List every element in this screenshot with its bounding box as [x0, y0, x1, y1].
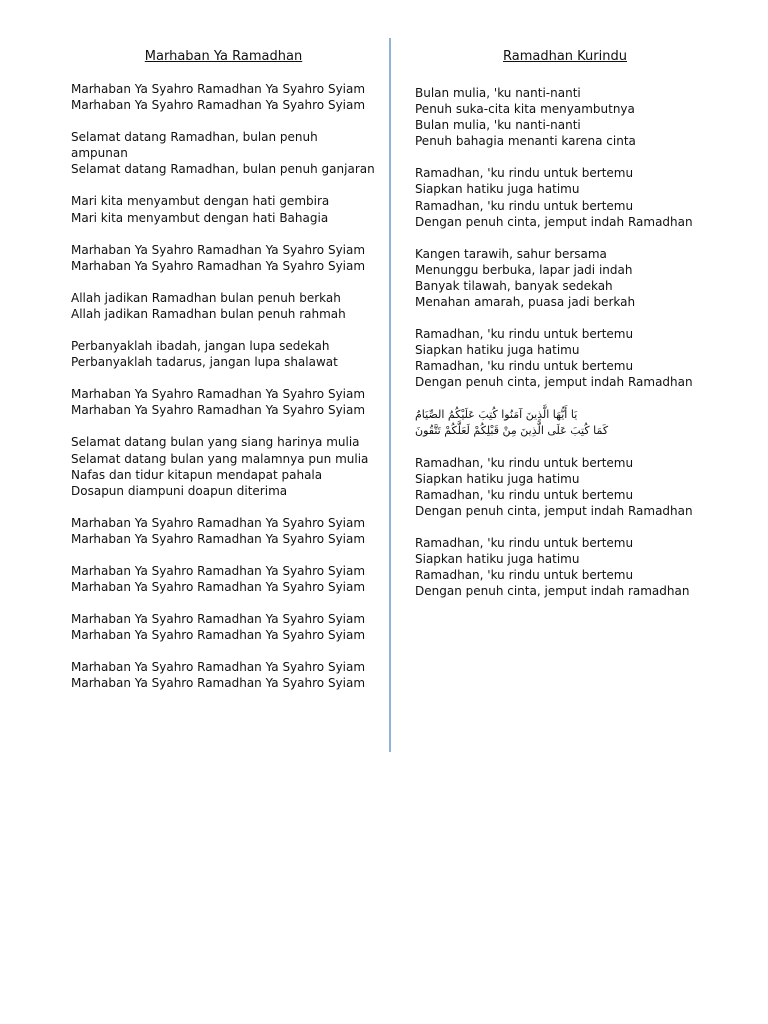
- lyric-line: Siapkan hatiku juga hatimu: [415, 182, 580, 197]
- lyric-line: Marhaban Ya Syahro Ramadhan Ya Syahro Syiam: [71, 82, 366, 96]
- left-column: [71, 48, 376, 708]
- lyric-line: Marhaban Ya Syahro Ramadhan Ya Syahro Syiam: [71, 515, 366, 530]
- lyric-line: Selamat datang Ramadhan, bulan penuh ampunan: [71, 130, 318, 161]
- lyric-line: Marhaban Ya Syahro Ramadhan Ya Syahro Syiam: [71, 580, 366, 595]
- column-divider: [389, 38, 391, 752]
- right-column: [415, 48, 715, 615]
- stanza: [71, 386, 376, 418]
- lyric-line: Dengan penuh cinta, jemput indah Ramadhan: [415, 503, 693, 518]
- stanza: [415, 455, 715, 519]
- lyric-line: Nafas dan tidur kitapun mendapat pahala: [71, 467, 323, 482]
- lyric-line: Selamat datang Ramadhan, bulan penuh ganjaran: [71, 162, 375, 177]
- lyric-line: Perbanyaklah tadarus, jangan lupa shalawat: [71, 355, 338, 370]
- lyric-line: Perbanyaklah ibadah, jangan lupa sedekah: [71, 339, 330, 354]
- stanza: [71, 338, 376, 370]
- lyric-line: Marhaban Ya Syahro Ramadhan Ya Syahro Syiam: [71, 403, 366, 418]
- lyric-line: Menahan amarah, puasa jadi berkah: [415, 295, 636, 310]
- stanza: [71, 242, 376, 274]
- lyric-line: Banyak tilawah, banyak sedekah: [415, 278, 613, 293]
- lyric-line: Menunggu berbuka, lapar jadi indah: [415, 262, 633, 277]
- stanza: [415, 165, 715, 229]
- stanza: [71, 515, 376, 547]
- lyric-line: Ramadhan, 'ku rindu untuk bertemu: [415, 359, 634, 374]
- stanza: [71, 193, 376, 225]
- lyric-line: Ramadhan, 'ku rindu untuk bertemu: [415, 455, 634, 470]
- lyric-line: Marhaban Ya Syahro Ramadhan Ya Syahro Syiam: [71, 676, 366, 691]
- lyric-line: Ramadhan, 'ku rindu untuk bertemu: [415, 568, 634, 583]
- stanza: [71, 659, 376, 691]
- lyric-line: Penuh bahagia menanti karena cinta: [415, 134, 636, 149]
- arabic-verse: [415, 407, 715, 439]
- stanza: [415, 535, 715, 599]
- arabic-line: كَمَا كُتِبَ عَلَى الَّذِينَ مِنْ قَبْلِكُمْ لَعَلَّكُمْ تَتَّقُونَ: [415, 423, 609, 437]
- right-lyrics: [415, 85, 715, 599]
- stanza: [415, 85, 715, 149]
- left-lyrics: [71, 81, 376, 692]
- stanza: [415, 326, 715, 390]
- lyric-line: Ramadhan, 'ku rindu untuk bertemu: [415, 487, 634, 502]
- lyric-line: Dengan penuh cinta, jemput indah Ramadhan: [415, 214, 693, 229]
- lyric-line: Allah jadikan Ramadhan bulan penuh berkah: [71, 290, 341, 305]
- lyric-line: Bulan mulia, 'ku nanti-nanti: [415, 118, 581, 133]
- stanza: [71, 129, 376, 177]
- lyric-line: Mari kita menyambut dengan hati gembira: [71, 194, 330, 209]
- lyric-line: Dengan penuh cinta, jemput indah Ramadhan: [415, 375, 693, 390]
- stanza: [71, 81, 376, 113]
- left-song-title: Marhaban Ya Ramadhan: [144, 49, 303, 64]
- lyric-line: Siapkan hatiku juga hatimu: [415, 343, 580, 358]
- lyric-line: Ramadhan, 'ku rindu untuk bertemu: [415, 198, 634, 213]
- right-song-title: Ramadhan Kurindu: [503, 49, 627, 64]
- lyric-line: Selamat datang bulan yang malamnya pun mulia: [71, 451, 369, 466]
- lyric-line: Siapkan hatiku juga hatimu: [415, 471, 580, 486]
- lyric-line: Dosapun diampuni doapun diterima: [71, 483, 288, 498]
- lyric-line: Marhaban Ya Syahro Ramadhan Ya Syahro Syiam: [71, 258, 366, 273]
- stanza: [71, 434, 376, 498]
- lyric-line: Marhaban Ya Syahro Ramadhan Ya Syahro Syiam: [71, 242, 366, 257]
- lyric-line: Ramadhan, 'ku rindu untuk bertemu: [415, 535, 634, 550]
- lyric-line: Dengan penuh cinta, jemput indah ramadhan: [415, 584, 690, 599]
- lyric-line: Marhaban Ya Syahro Ramadhan Ya Syahro Syiam: [71, 563, 366, 578]
- lyric-line: Marhaban Ya Syahro Ramadhan Ya Syahro Syiam: [71, 98, 366, 113]
- arabic-line: يَا أَيُّهَا الَّذِينَ آمَنُوا كُتِبَ عَلَيْكُمُ الصِّيَامُ: [415, 407, 578, 421]
- lyric-line: Siapkan hatiku juga hatimu: [415, 551, 580, 566]
- lyric-line: Bulan mulia, 'ku nanti-nanti: [415, 86, 581, 100]
- lyric-line: Marhaban Ya Syahro Ramadhan Ya Syahro Syiam: [71, 531, 366, 546]
- lyric-line: Selamat datang bulan yang siang harinya mulia: [71, 435, 360, 450]
- lyric-line: Penuh suka-cita kita menyambutnya: [415, 102, 635, 117]
- stanza: [71, 611, 376, 643]
- stanza: [415, 246, 715, 310]
- lyric-line: Mari kita menyambut dengan hati Bahagia: [71, 210, 329, 225]
- lyric-line: Ramadhan, 'ku rindu untuk bertemu: [415, 166, 634, 181]
- lyric-line: Kangen tarawih, sahur bersama: [415, 246, 607, 261]
- lyric-line: Marhaban Ya Syahro Ramadhan Ya Syahro Syiam: [71, 628, 366, 643]
- stanza: [71, 563, 376, 595]
- lyric-line: Marhaban Ya Syahro Ramadhan Ya Syahro Syiam: [71, 387, 366, 402]
- stanza: [71, 290, 376, 322]
- lyric-line: Ramadhan, 'ku rindu untuk bertemu: [415, 327, 634, 342]
- lyric-line: Marhaban Ya Syahro Ramadhan Ya Syahro Syiam: [71, 612, 366, 627]
- lyric-line: Allah jadikan Ramadhan bulan penuh rahmah: [71, 306, 346, 321]
- lyric-line: Marhaban Ya Syahro Ramadhan Ya Syahro Syiam: [71, 660, 366, 675]
